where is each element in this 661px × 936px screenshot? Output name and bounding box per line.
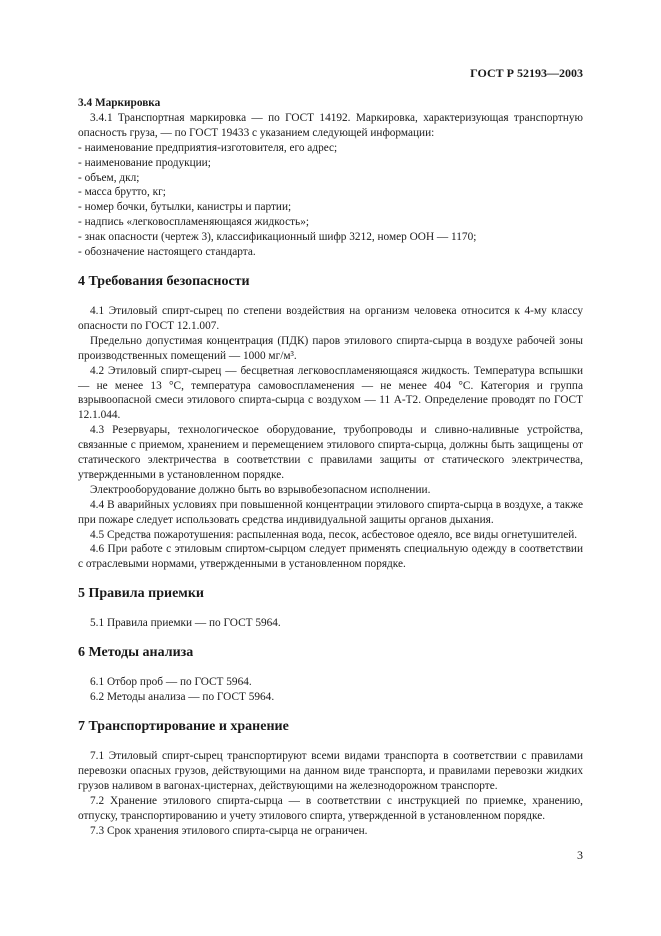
paragraph: 6.2 Методы анализа — по ГОСТ 5964.: [90, 691, 275, 704]
paragraph: 6.1 Отбор проб — по ГОСТ 5964.: [90, 676, 252, 689]
subsection-title: 3.4 Маркировка: [78, 97, 161, 109]
section-heading: 4 Требования безопасности: [78, 273, 250, 289]
document-header: ГОСТ Р 52193—2003: [470, 66, 583, 80]
paragraph: Предельно допустимая концентрация (ПДК) паров этилового спирта-сырца в воздухе рабочей зоны производственных помещений — 1000 мг/м³.: [78, 334, 583, 362]
page-content: [78, 96, 583, 838]
marking-list: [78, 141, 583, 260]
section-heading: 6 Методы анализа: [78, 645, 194, 661]
paragraph: 4.5 Средства пожаротушения: распыленная вода, песок, асбестовое одеяло, все виды огнетушителей.: [90, 528, 578, 541]
list-item: - масса брутто, кг;: [78, 186, 166, 199]
paragraph: 7.3 Срок хранения этилового спирта-сырца не ограничен.: [90, 824, 368, 837]
list-item: - номер бочки, бутылки, канистры и партии;: [78, 201, 292, 214]
paragraph: 5.1 Правила приемки — по ГОСТ 5964.: [90, 617, 281, 630]
section-heading: 7 Транспортирование и хранение: [78, 719, 289, 734]
paragraph: 4.2 Этиловый спирт-сырец — бесцветная легковоспламеняющаяся жидкость. Температура вспышки — не менее 13 °С, температура самовоспламенения — не менее 404 °С. Категория и группа взрывоопасной смеси этилового спирта-сырца с воздухом — 11 А-Т2. Определение проводят по ГОСТ 12.1.044.: [78, 364, 583, 422]
list-item: - знак опасности (чертеж 3), классификационный шифр 3212, номер ООН — 1170;: [78, 231, 477, 244]
paragraph: 4.6 При работе с этиловым спиртом-сырцом следует применять специальную одежду в соответствии с отраслевыми нормами, утвержденными в установленном порядке.: [78, 543, 583, 571]
list-item: - обозначение настоящего стандарта.: [78, 246, 256, 259]
list-item: - наименование продукции;: [78, 156, 211, 169]
page-number: 3: [577, 848, 583, 862]
paragraph: 7.2 Хранение этилового спирта-сырца — в соответствии с инструкцией по приемке, хранению, отпуску, транспортированию и учету этилового спирта, утвержденной в установленном порядке.: [78, 794, 583, 822]
list-item: - надпись «легковоспламеняющаяся жидкость»;: [78, 216, 309, 229]
paragraph: 7.1 Этиловый спирт-сырец транспортируют всеми видами транспорта в соответствии с правилами перевозки опасных грузов, действующими на данном виде транспорта, и правилами перевозки жидких грузов наливом в вагонах-цистернах, действующими на железнодорожном транспорте.: [78, 750, 583, 792]
list-item: - объем, дкл;: [78, 171, 140, 184]
paragraph: 4.4 В аварийных условиях при повышенной концентрации этилового спирта-сырца в воздухе, а также при пожаре следует использовать средства индивидуальной защиты органов дыхания.: [78, 498, 583, 526]
section-heading: 5 Правила приемки: [78, 586, 204, 602]
paragraph: 3.4.1 Транспортная маркировка — по ГОСТ 14192. Маркировка, характеризующая транспортную опасность груза, — по ГОСТ 19433 с указанием следующей информации:: [78, 111, 583, 139]
paragraph: 4.3 Резервуары, технологическое оборудование, трубопроводы и сливно-наливные устройства, связанные с приемом, хранением и перемещением этилового спирта-сырца, должны быть защищены от статического электричества в соответствии с правилами защиты от статического электричества, утвержденными в установленном порядке.: [78, 424, 583, 481]
list-item: - наименование предприятия-изготовителя, его адрес;: [78, 141, 338, 154]
paragraph: 4.1 Этиловый спирт-сырец по степени воздействия на организм человека относится к 4-му классу опасности по ГОСТ 12.1.007.: [78, 304, 583, 332]
paragraph: Электрооборудование должно быть во взрывобезопасном исполнении.: [90, 483, 431, 496]
